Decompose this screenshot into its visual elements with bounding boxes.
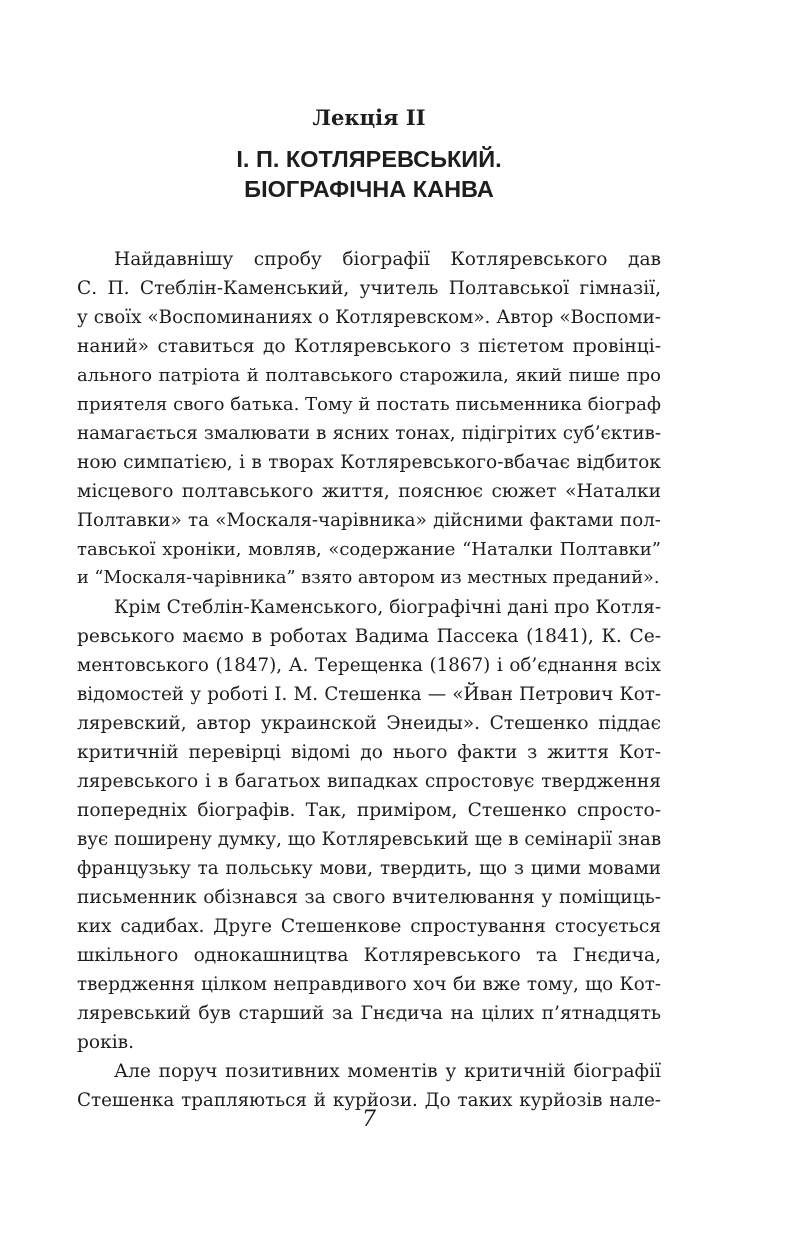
text-line: Але поруч позитивних моментів у критичній біографії [114,1061,661,1082]
text-line: критичній перевірці відомі до нього факти з життя Кот- [77,742,661,763]
text-line: тавської хроніки, мовляв, «содержание “Наталки Полтавки” [77,539,661,560]
text-line: ких садибах. Друге Стешенкове спростування стосується [77,916,661,937]
chapter-title-line-2: БІОГРАФІЧНА КАНВА [244,176,494,202]
text-line: Найдавнішу спробу біографії Котляревського дав [114,249,661,270]
text-line: ментовського (1847), А. Терещенка (1867) і об’єднання всіх [77,655,661,676]
text-line: років. [77,1032,135,1053]
text-line: ляревського і в багатьох випадках спростовує твердження [77,771,661,792]
text-line: вує поширену думку, що Котляревський ще в семінарії знав [77,829,661,850]
text-line: ляревский, автор украинской Энеиды». Стешенко піддає [77,713,661,734]
page-number: 7 [362,1107,376,1132]
text-line: ною симпатією, і в творах Котляревського-вбачає відбиток [77,452,661,473]
text-line: Стешенка трапляються й курйози. До таких курйозів нале- [77,1090,661,1111]
text-line: твердження цілком неправдивого хоч би вже тому, що Кот- [77,974,661,995]
text-line: намагається змалювати в ясних тонах, підігрітих суб’єктив- [77,423,661,444]
text-line: місцевого полтавського життя, пояснює сюжет «Наталки [77,481,661,502]
paragraph-1 [77,245,661,593]
text-line: ревського маємо в роботах Вадима Пассека (1841), К. Се- [77,626,661,647]
text-line: Полтавки» та «Москаля-чарівника» дійсними фактами пол- [77,510,661,531]
text-line: наний» ставиться до Котляревського з пієтетом провінці- [77,336,661,357]
paragraph-2 [77,593,661,1057]
chapter-title [77,144,661,204]
text-line: Крім Стеблін-Каменського, біографічні дані про Котля- [114,597,661,618]
body-text [77,245,661,1115]
text-line: попередніх біографів. Так, приміром, Стешенко спросто- [77,800,661,821]
lecture-label: Лекція ІІ [312,105,426,130]
text-line: шкільного однокашництва Котляревського та Гнєдича, [77,945,661,966]
text-line: С. П. Стеблін-Каменський, учитель Полтавської гімназії, [77,278,661,299]
text-line: у своїх «Воспоминаниях о Котляревском». Автор «Воспоми- [77,307,661,328]
text-line: и “Москаля-чарівника” взято автором из местных преданий». [77,568,660,588]
text-line: письменник обізнався за свого вчителювання у поміщиць- [77,887,661,908]
chapter-title-line-1: І. П. КОТЛЯРЕВСЬКИЙ. [236,146,502,172]
book-page [77,0,661,1241]
text-line: ляревський був старший за Гнєдича на цілих п’ятнадцять [77,1003,661,1024]
text-line: відомостей у роботі І. М. Стешенка — «Йван Петрович Кот- [77,684,661,705]
text-line: французьку та польську мови, твердить, що з цими мовами [77,858,661,879]
text-line: приятеля свого батька. Тому й постать письменника біограф [77,394,661,415]
text-line: ального патріота й полтавського старожила, який пише про [77,365,661,386]
